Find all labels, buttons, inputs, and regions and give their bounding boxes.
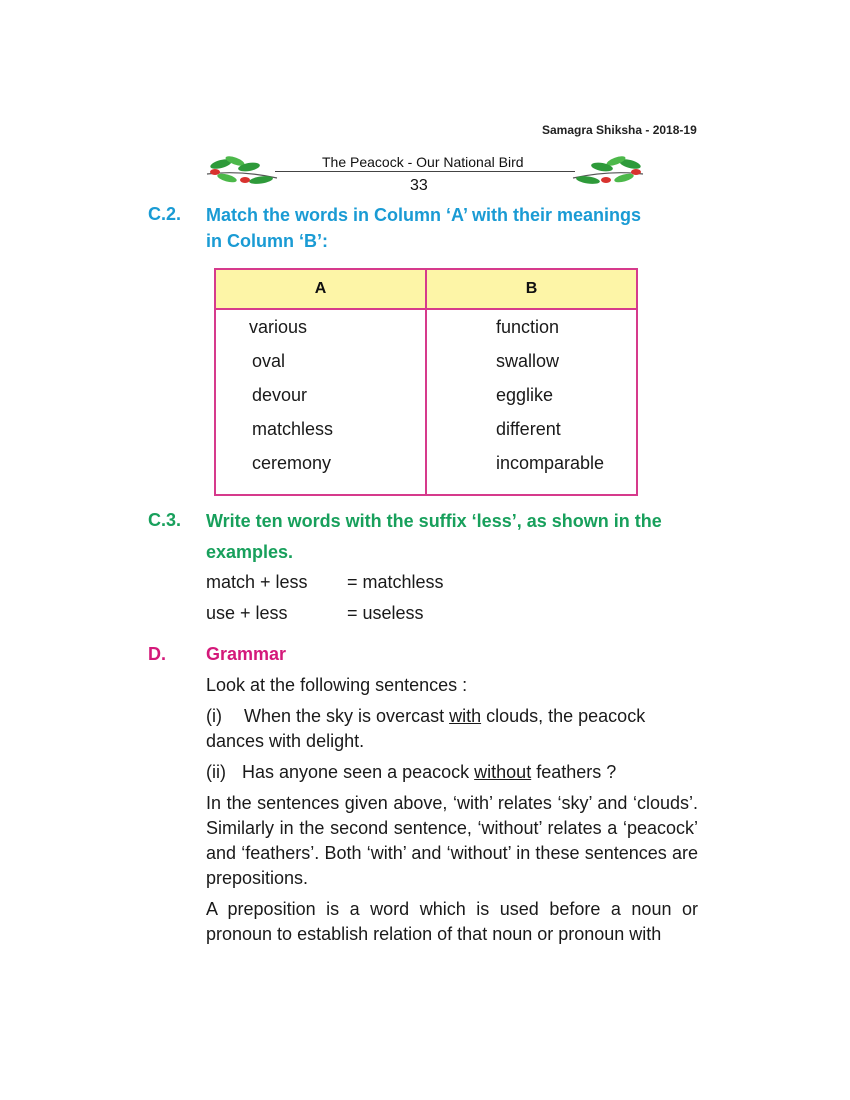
underlined-preposition: without <box>474 762 532 782</box>
sentence-2-text: Has anyone seen a peacock <box>242 762 475 782</box>
sentence-2-label: (ii) <box>206 762 226 782</box>
column-b-cell <box>426 309 637 495</box>
sentence-1-text-end: clouds, the peacock <box>481 706 646 726</box>
c3-heading-line1: Write ten words with the suffix ‘less’, as shown in the <box>206 511 662 531</box>
table-body-row <box>215 309 637 495</box>
title-divider <box>275 171 575 172</box>
c3-heading-line2: examples. <box>206 542 294 562</box>
column-b-header: B <box>426 269 637 309</box>
column-a-word: matchless <box>252 419 334 439</box>
column-b-word: egglike <box>496 385 554 405</box>
chapter-title: The Peacock - Our National Bird <box>322 154 524 170</box>
table-header-row <box>215 269 637 309</box>
sentence-1 <box>206 704 645 729</box>
sentence-1-line2: dances with delight. <box>206 731 365 751</box>
series-tag: Samagra Shiksha - 2018-19 <box>542 123 697 137</box>
example-right: = useless <box>347 603 424 623</box>
column-b-word: incomparable <box>496 453 605 473</box>
sentence-2-text-end: feathers ? <box>531 762 617 782</box>
d-number: D. <box>148 644 166 664</box>
example-right: = matchless <box>347 572 444 592</box>
definition-paragraph: A preposition is a word which is used before a noun or pronoun to establish relation of that noun or pronoun with <box>206 899 698 944</box>
matching-table <box>214 268 638 496</box>
column-a-word: various <box>249 317 308 337</box>
c2-number: C.2. <box>148 204 182 224</box>
leaf-sprig-right-icon <box>570 150 645 186</box>
column-b-word: function <box>496 317 560 337</box>
leaf-sprig-left-icon <box>205 150 280 186</box>
column-a-word: oval <box>252 351 286 371</box>
column-a-word: devour <box>252 385 308 405</box>
explanation-paragraph: In the sentences given above, ‘with’ relates ‘sky’ and ‘clouds’. Similarly in the second sentence, ‘without’ relates a ‘peacock’ and ‘feathers’. Both ‘with’ and ‘without’ in these sentences are prepositions. <box>206 793 698 888</box>
sentence-2 <box>206 760 616 785</box>
column-b-word: different <box>496 419 561 439</box>
column-b-word: swallow <box>496 351 560 371</box>
sentence-1-label: (i) <box>206 706 222 726</box>
c2-heading-line2: in Column ‘B’: <box>206 231 328 251</box>
c3-number: C.3. <box>148 510 182 530</box>
grammar-intro: Look at the following sentences : <box>206 675 468 695</box>
column-a-cell <box>215 309 426 495</box>
underlined-preposition: with <box>449 706 482 726</box>
sentence-1-text: When the sky is overcast <box>244 706 450 726</box>
c2-heading-line1: Match the words in Column ‘A’ with their meanings <box>206 205 642 225</box>
page-number: 33 <box>410 177 428 194</box>
column-a-word: ceremony <box>252 453 332 473</box>
column-a-header: A <box>215 269 426 309</box>
d-heading: Grammar <box>206 644 287 664</box>
example-left: use + less <box>206 603 288 623</box>
example-left: match + less <box>206 572 308 592</box>
